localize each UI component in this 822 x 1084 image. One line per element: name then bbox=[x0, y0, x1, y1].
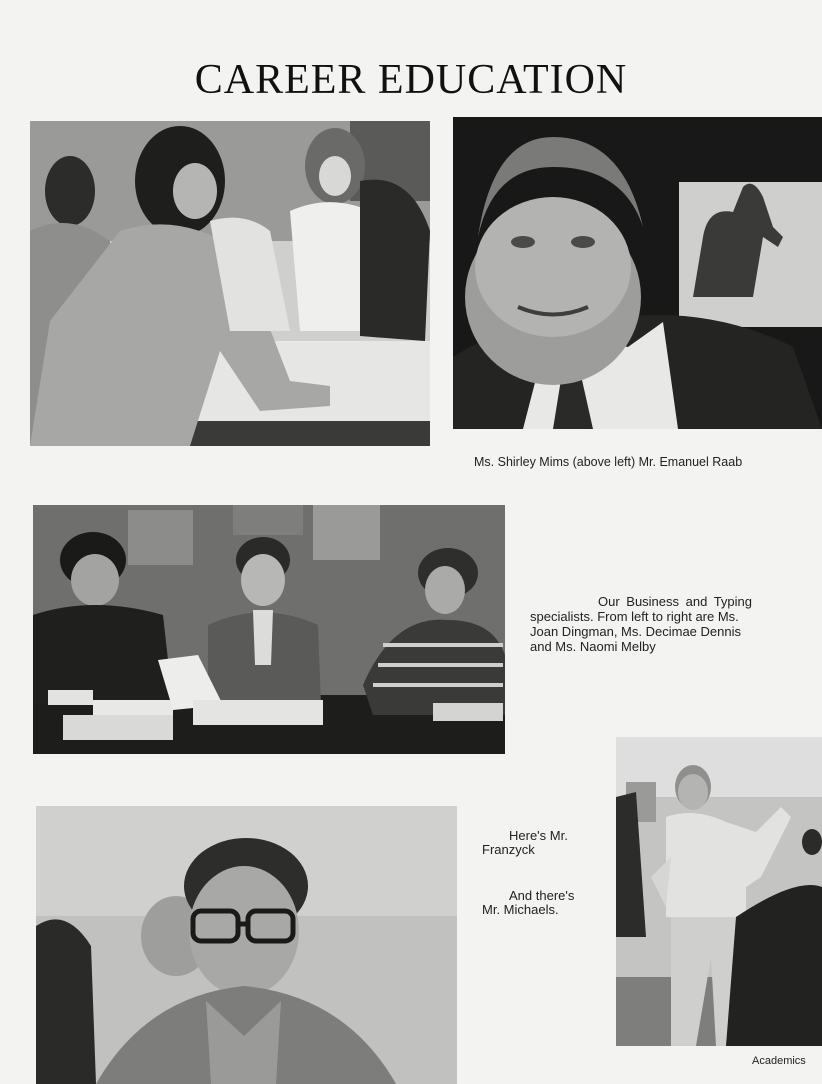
caption-line: And there's bbox=[509, 888, 575, 903]
page-folio: Academics bbox=[752, 1055, 806, 1067]
photo-emanuel-raab bbox=[453, 117, 822, 429]
photo-business-typing-specialists bbox=[33, 505, 505, 754]
caption-business-typing bbox=[530, 594, 752, 654]
caption-line: Franzyck bbox=[482, 842, 535, 857]
caption-michaels bbox=[482, 889, 592, 917]
caption-line: Mr. Michaels. bbox=[482, 902, 559, 917]
photo-mr-michaels bbox=[616, 737, 822, 1046]
caption-mims-raab: Ms. Shirley Mims (above left) Mr. Emanuel Raab bbox=[474, 455, 743, 469]
caption-franzyck bbox=[482, 829, 582, 857]
caption-line: Here's Mr. bbox=[509, 828, 568, 843]
caption-line: specialists. From left to right are Ms. bbox=[530, 609, 739, 624]
page-title: CAREER EDUCATION bbox=[194, 57, 628, 103]
caption-line: and Ms. Naomi Melby bbox=[530, 639, 656, 654]
photo-shirley-mims-class bbox=[30, 121, 430, 446]
caption-line: Joan Dingman, Ms. Decimae Dennis bbox=[530, 624, 741, 639]
photo-mr-franzyck bbox=[36, 806, 457, 1084]
caption-line: Our Business and Typing bbox=[597, 594, 752, 609]
